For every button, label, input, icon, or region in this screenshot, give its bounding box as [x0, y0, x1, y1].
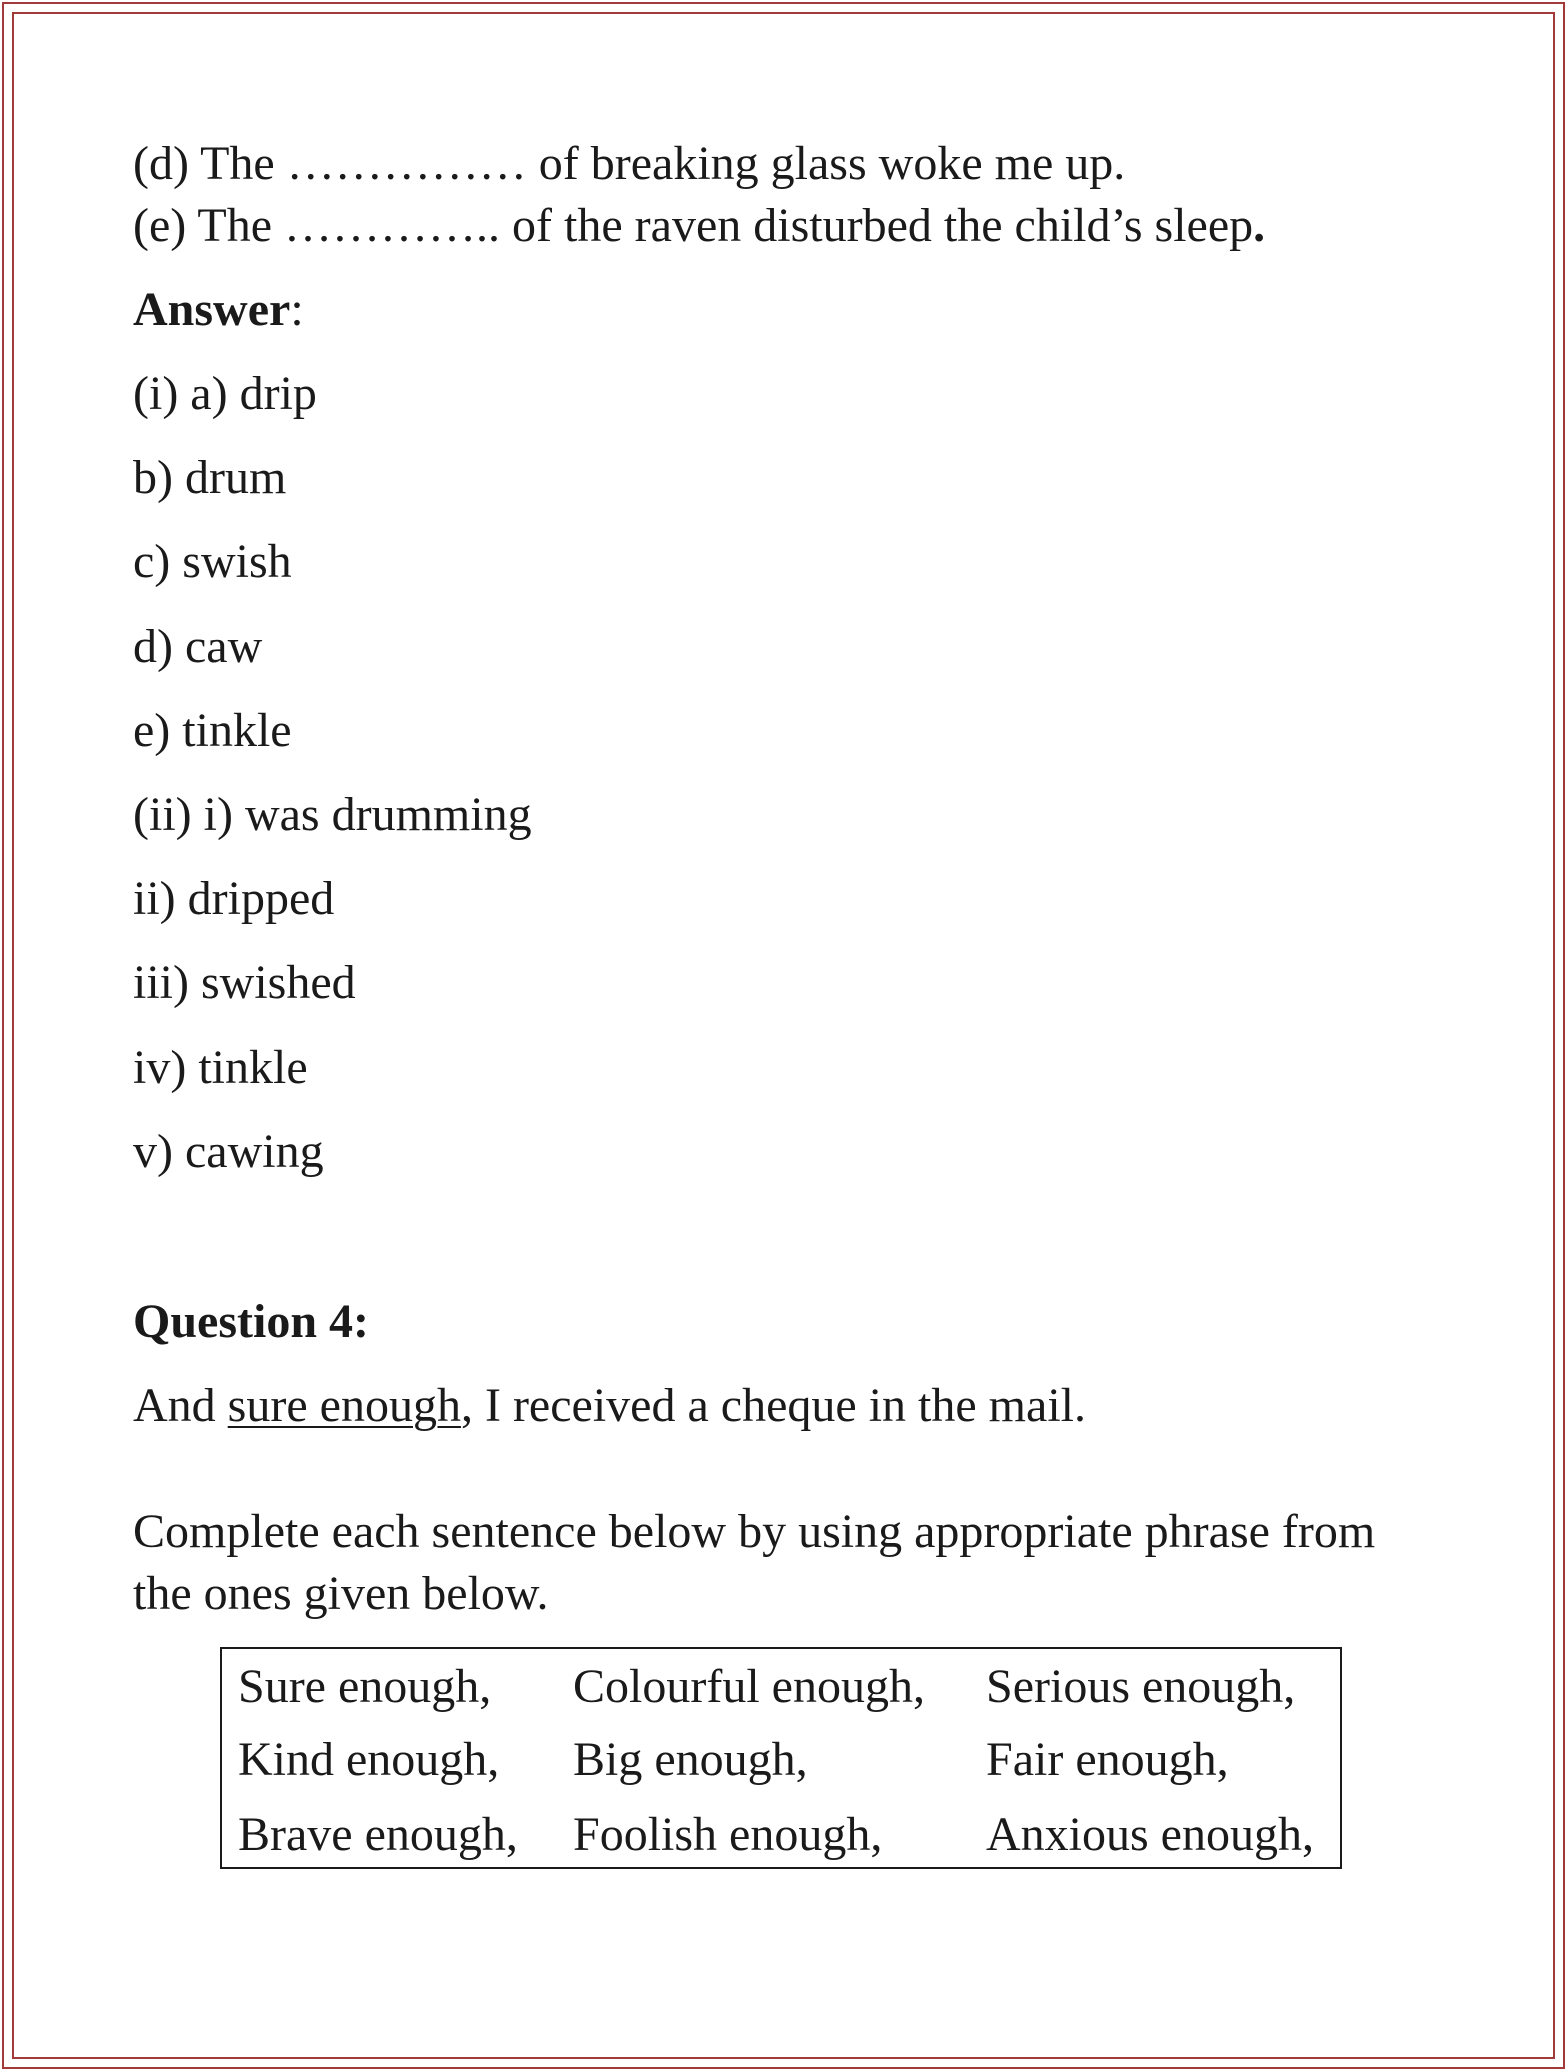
question-4-example [133, 1379, 1086, 1432]
example-after: , I received a cheque in the mail. [460, 1379, 1086, 1432]
item-e-prefix: (e) The [133, 199, 285, 252]
answer-item: d) caw [133, 620, 263, 673]
item-d-suffix: of breaking glass woke me up. [526, 137, 1126, 190]
answer-heading [133, 283, 304, 336]
example-underlined-phrase: sure enough [227, 1379, 461, 1432]
answer-heading-colon: : [290, 283, 304, 336]
item-e-end: . [1253, 199, 1266, 252]
answer-item: e) tinkle [133, 704, 292, 757]
answer-item: (i) a) drip [133, 367, 317, 420]
phrase-cell: Foolish enough, [573, 1808, 883, 1861]
phrase-cell: Colourful enough, [573, 1660, 925, 1713]
answer-item: ii) dripped [133, 872, 335, 925]
answer-item: iv) tinkle [133, 1041, 308, 1094]
answer-item: iii) swished [133, 956, 356, 1009]
phrase-cell: Kind enough, [238, 1733, 500, 1786]
answer-item: b) drum [133, 451, 287, 504]
example-before: And [133, 1379, 228, 1432]
question-4-heading: Question 4: [133, 1295, 370, 1348]
answer-item: (ii) i) was drumming [133, 788, 532, 841]
phrase-table [220, 1647, 1342, 1869]
phrase-cell: Anxious enough, [986, 1808, 1314, 1861]
question-4-instruction-line-2: the ones given below. [133, 1567, 549, 1620]
item-e-blank: ………….. [284, 199, 501, 252]
question-4-instruction-line-1: Complete each sentence below by using appropriate phrase from [133, 1505, 1376, 1558]
phrase-cell: Brave enough, [238, 1808, 518, 1861]
item-d-prefix: (d) The [133, 137, 287, 190]
exercise-item-e [133, 199, 1266, 252]
answer-item: v) cawing [133, 1125, 324, 1178]
answer-item: c) swish [133, 535, 292, 588]
answer-heading-text: Answer [133, 283, 291, 336]
phrase-cell: Big enough, [573, 1733, 808, 1786]
phrase-cell: Sure enough, [238, 1660, 492, 1713]
exercise-item-d [133, 137, 1126, 190]
item-d-blank: …………… [286, 137, 527, 190]
item-e-suffix: of the raven disturbed the child’s sleep [500, 199, 1254, 252]
phrase-cell: Serious enough, [986, 1660, 1296, 1713]
phrase-cell: Fair enough, [986, 1733, 1229, 1786]
